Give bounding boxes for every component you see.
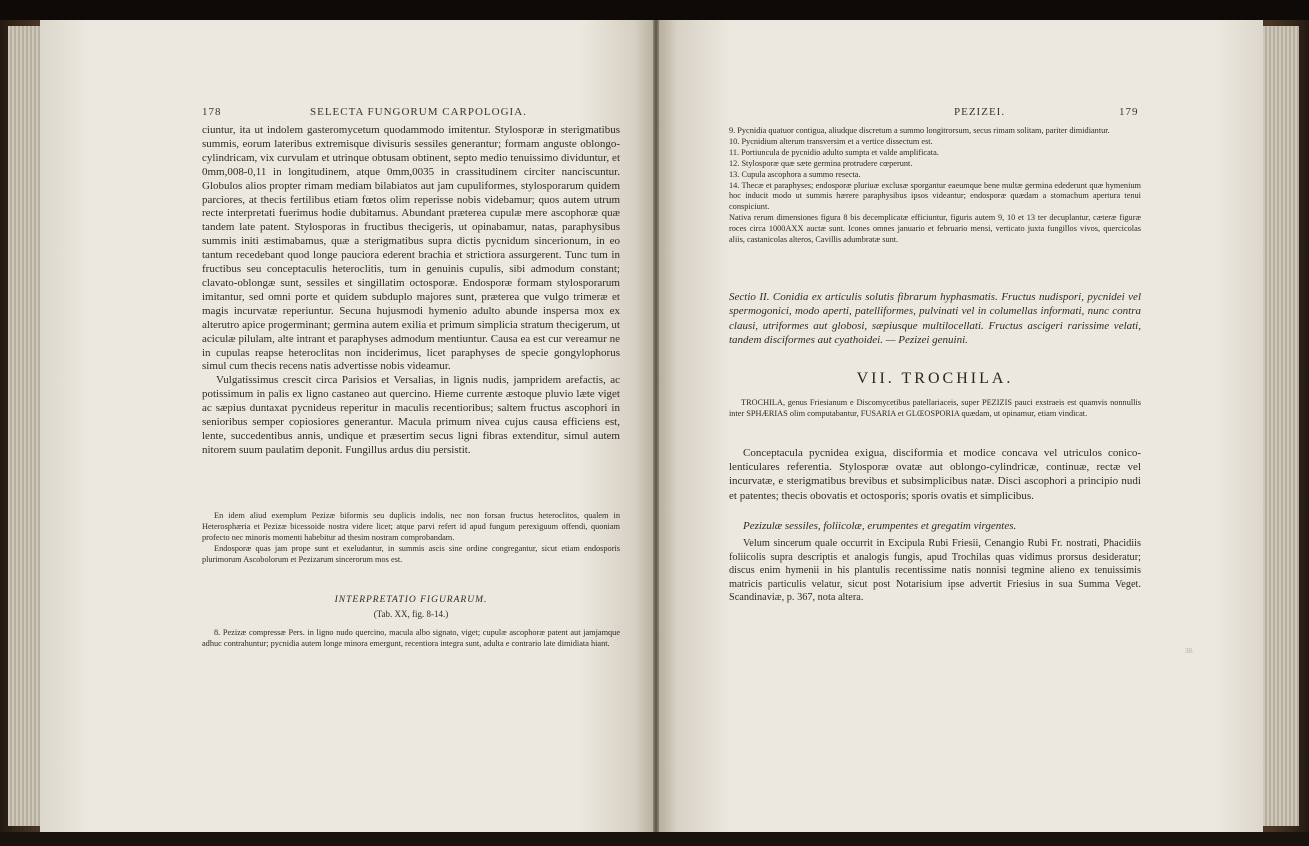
paragraph: ciuntur, ita ut indolem gasteromycetum quodammodo imitentur. Stylosporæ in sterigmatibus summis, eorum lateribus extremisque divisuris sessiles generantur; formam anguste oblongo-cylindricam, vix curvulam et utrinque obtusam obtinent, septo medio tenuissimo dividuntur, et 0mm,008-0,11 in longitudinem, atque 0mm,0035 in crassitudinem circiter nanciscuntur. Globulos alios propter rimam mediam bilabiatos aut jam cupuliformes, stylosporarum quidem parciores, at thecis fertilibus etiam fœtos olim reperisse nobis videbamur; quos autem utrum recte interpretati fuerimus hodie dubitamus. Abundant præterea cupulæ mere ascophoræ quæ tandem late patent. Stylosporas in fructibus thecigeris, ut opinabamur, natas, paraphysibus summis initi æstimabamus, quæ a sterigmatibus supra dictis pycnidum sincerionum, in eo tantum recedebant quod longe pauciora ederent brachia et strictiora assurgerent. Tunc tum in fructibus seu conceptaculis heteroclitis, tum in genuinis cupulis, sibi admodum constant; clavato-oblongæ sunt, sessiles et singillatim octosporæ. Endosporæ formam stylosporarum imitantur, sed omni porte et quidem subduplo majores sunt, præterea que vulgo trimeræ et magis incurvatæ reperiuntur. Secuna hujusmodi hymenio adulto abunde inspersa mox ex alterutro apice progerminant; germina autem exilia et primum simplicia stratum thecigerum, ut aciculæ pilulam, alte intrant et paraphyses admodum mentiuntur. Causa ea est cur vereamur ne in cupulas reapse heteroclitas non inciderimus, licet paraphyses de specie gongylophorus simul cum thecis recens natis advertisse nobis videamur. xyxy=(202,124,620,373)
left-page-number: 178 xyxy=(202,106,222,118)
scan-top-edge xyxy=(0,0,1309,20)
small-paragraph: TROCHILA, genus Friesianum e Discomycetibus patellariaceis, super PEZIZIS pauci exstraeis est quamvis nonnullis inter SPHÆRIAS olim computabantur, FUSARIA et GLŒOSPORIA quædam, ut opinamur, etiam vindicat. xyxy=(729,398,1141,418)
paragraph: Vulgatissimus crescit circa Parisios et Versalias, in lignis nudis, jampridem arefactis, ac potissimum in palis ex ligno castaneo aut quercino. Hieme currente æstoque pluvio læte viget ac sæpius duntaxat pycnideus reperitur in maculis recentioribus; saltem fructus ascophori in senioribus semper copiosiores generantur. Macula primum nivea cujus causa efficiens est, lente, succedentibus annis, undique et præsertim secus ligni fibras extenditur, simul autem nitorem suum paulatim deponit. Fungillus ardus diu persistit. xyxy=(202,374,620,456)
conceptacula-text xyxy=(729,446,1141,503)
interpretatio-ref: (Tab. XX, fig. 8-14.) xyxy=(373,609,449,619)
figure-note-8 xyxy=(202,628,620,650)
species-title xyxy=(729,520,1141,534)
small-paragraph: Endosporæ quas jam prope sunt et exeludantur, in summis ascis sine ordine congregantur, sicut etiam endosporis plurimorum Ascobolorum et Pezizarum sincerorum mos est. xyxy=(202,543,620,564)
left-running-head: SELECTA FUNGORUM CARPOLOGIA. xyxy=(310,106,527,118)
left-small-notes xyxy=(202,511,620,566)
right-page-number: 179 xyxy=(1119,106,1139,118)
paragraph: Conceptacula pycnidea exigua, disciformia et modice concava vel utriculos conico-lenticulares referentia. Stylosporæ ovatæ aut oblongo-cylindricæ, continuæ, rectæ vel incurvatæ, e sterigmatibus brevibus et subsimplicibus natæ. Disci ascophori a principio nudi et patentes; thecis obovatis et octosporis; sporis ovatis et simplicibus. xyxy=(729,447,1141,502)
sectio-ii: Sectio II. Conidia ex articulis solutis fibrarum hyphasmatis. Fructus nudispori, pycnidei vel spermogonici, modo aperti, patelliformes, pulvinati vel in columellas informati, nunc contra clausi, utriformes aut globosi, sæpiusque multilocellati. Fructus ascigeri rarissime velati, tandem disciformes aut cyathoidei. — Pezizei genuini. xyxy=(729,291,1141,346)
paragraph: Velum sincerum quale occurrit in Excipula Rubi Friesii, Cenangio Rubi Fr. nostrati, Phacidiis foliicolis supra descriptis et analogis fungis, apud Trochilas quas vidimus prorsus desideratur; discus enim hymenii in his plantulis recentissime natis nonnisi tegmine alieno ex tenuissimis matricis particulis velatur, sicut post Notarisium ipse advertit Friesius in sua Summa Veget. Scandinaviæ, p. 367, nota altera. xyxy=(729,538,1141,603)
right-running-head: PEZIZEI. xyxy=(954,106,1006,118)
corner-mark: 38. xyxy=(1185,647,1194,655)
small-paragraph: 8. Pezizæ compressæ Pers. in ligno nudo quercino, macula albo signato, viget; cupulæ ascophoræ patent aut jamjamque adhuc contrahuntur; pycnidia autem longe minora emergunt, recentiora integra sunt, adulta e contrario late dimidiata hiant. xyxy=(202,628,620,648)
small-paragraph: En idem aliud exemplum Pezizæ biformis seu duplicis indolis, nec non forsan fructus heteroclitos, qualem in Heterosphæria et Pezizæ bicessoide nostra videre licet; atque parvi refert id apud fungum perexiguum offendi, quoniam profecto nec minoris momenti habebitur ad thesim nostram comprobandam. xyxy=(202,511,620,542)
right-page-edges xyxy=(1263,26,1299,826)
figure-notes-9-14: 9. Pycnidia quatuor contigua, aliudque discretum a summo longitrorsum, secus rimam solitam, pariter dimidiantur. 10. Pycnidium alterum transversim et a vertice dissectum est. 11. Portiuncula de pycnidio adulto sumpta et valde amplificata. 12. Stylosporæ quæ sæte germina protrudere cœperunt. 13. Cupula ascophora a summo resecta. 14. Thecæ et paraphyses; endosporæ pluriuæ exclusæ sporgantur eaeumque bene multæ germina edederunt quæ hymenium hoc inducit modo ut summis hærere paraphysibus ipsos videantur; endosporæ quædam a stomachum apertura tenui conspiciunt. Nativa rerum dimensiones figura 8 bis decemplicatæ efficiuntur, figuris autem 9, 10 et 13 ter decuplantur, cæteræ figuræ roces circa 1000AXX auctæ sunt. Icones omnes januario et februario mensi, verticato juxta fungillos vivos, quercicolas aliis, castanicolas alteros, Cavillis adumbratæ sunt. xyxy=(729,126,1141,245)
left-page xyxy=(40,20,653,832)
scan-bottom-edge xyxy=(0,832,1309,846)
trochila-intro xyxy=(729,398,1141,420)
left-page-edges xyxy=(8,26,40,826)
right-page xyxy=(659,20,1263,832)
velum-text xyxy=(729,537,1141,605)
section-title: VII. TROCHILA. xyxy=(856,370,1014,387)
left-main-text xyxy=(202,124,620,458)
paragraph: Pezizulæ sessiles, foliicolæ, erumpentes et gregatim virgentes. xyxy=(743,520,1017,532)
interpretatio-title: INTERPRETATIO FIGURARUM. xyxy=(334,595,488,605)
